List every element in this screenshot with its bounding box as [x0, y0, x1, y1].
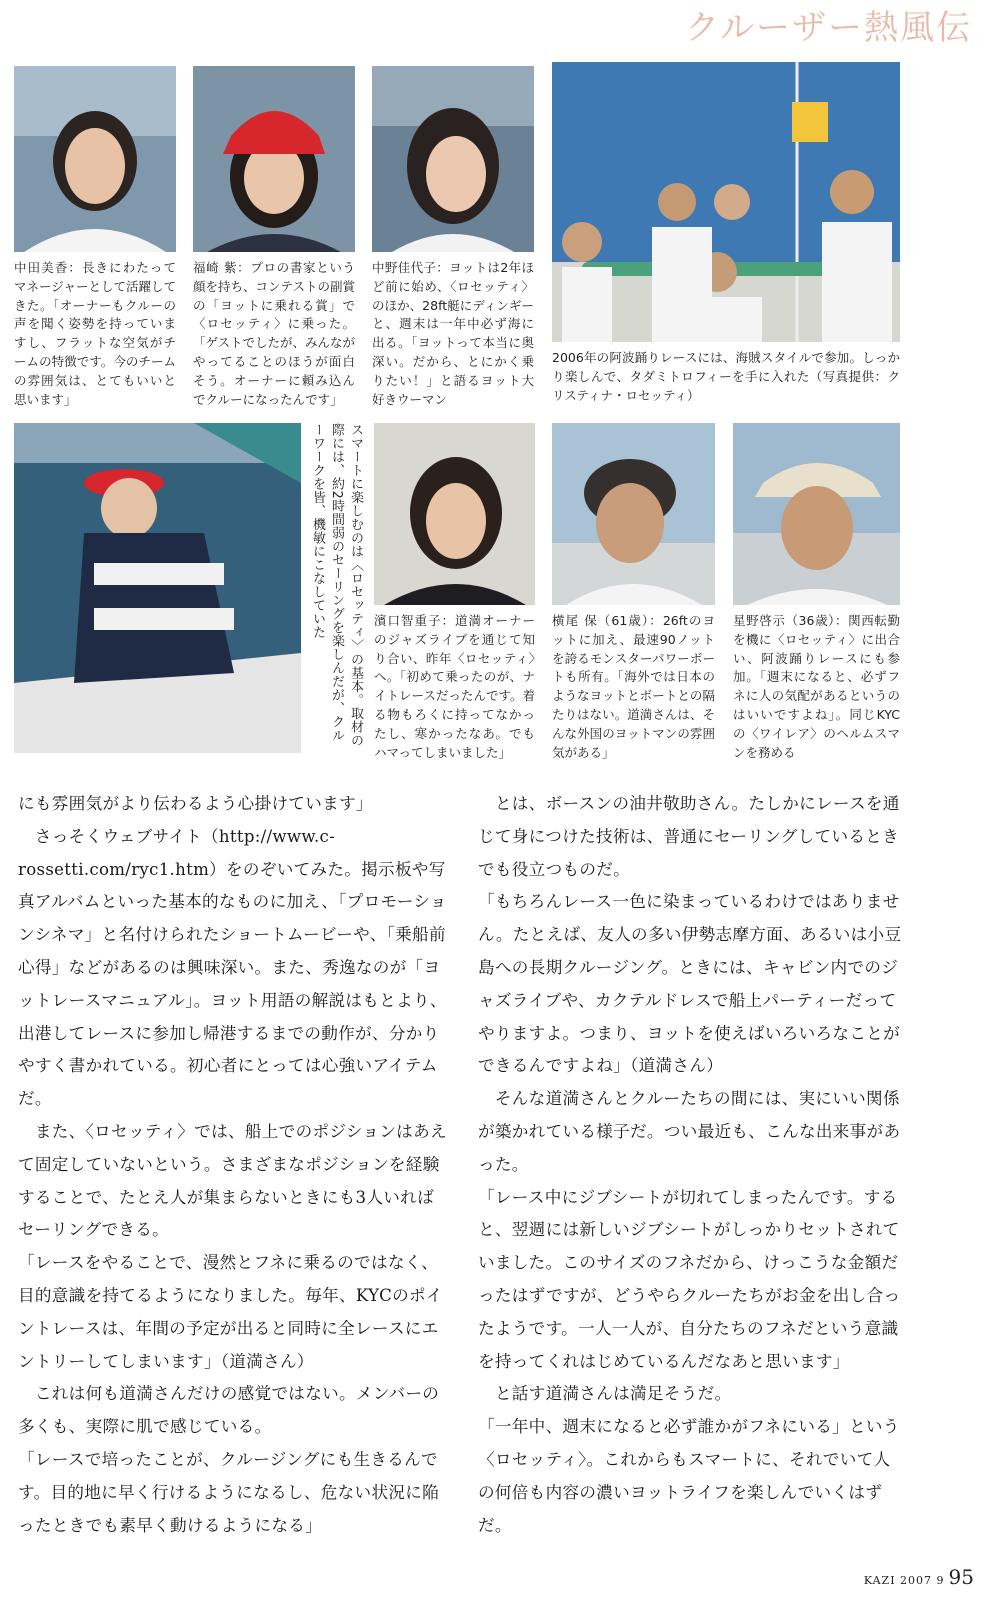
caption-nakata: 中田美香：長きにわたってマネージャーとして活躍してきた。「オーナーもクルーの声を聞く姿勢を持っていますし、フラットな空気がチームの特徴です。今のチームの雰囲気は、とてもいいと思います」	[14, 260, 177, 407]
photo-nakata	[14, 66, 176, 252]
body-column-right	[478, 788, 906, 1542]
photo-nakano	[372, 66, 534, 252]
magazine-issue: KAZI 2007 9	[863, 1574, 945, 1587]
photo-fukuzaki	[193, 66, 355, 252]
body-paragraph: 「レース中にジブシートが切れてしまったんです。すると、翌週には新しいジブシートがしっかりセットされていました。このサイズのフネだから、けっこうな金額だったはずですが、どうやらクルーたちがお金を出し合ったようです。一人一人が、自分たちのフネだという意識を持ってくれはじめているんだなあと思います」	[478, 1187, 901, 1371]
body-paragraph: と話す道満さんは満足そうだ。	[478, 1384, 732, 1404]
page-number: 95	[948, 1565, 974, 1589]
body-paragraph: また、〈ロセッティ〉では、船上でのポジションはあえて固定していないという。さまざまなポジションを経験することで、たとえ人が集まらないときにも3人いればセーリングできる。	[18, 1121, 447, 1240]
body-paragraph: 「レースをやることで、漫然とフネに乗るのではなく、目的意識を持てるようになりました。毎年、KYCのポイントレースは、年間の予定が出ると同時に全レースにエントリーしてしまいます」（道満さん）	[18, 1253, 443, 1371]
body-paragraph: そんな道満さんとクルーたちの間には、実にいい関係が築かれている様子だ。つい最近も、こんな出来事があった。	[478, 1089, 901, 1174]
body-paragraph: さっそくウェブサイト（http://www.c-rossetti.com/ryc1.htm）をのぞいてみた。掲示板や写真アルバムといった基本的なものに加え、「プロモーションシネマ」と名付けられたショートムービーや、「乗船前心得」などがあるのは興味深い。また、秀逸なのが「ヨットレースマニュアル」。ヨット用語の解説はもとより、出港してレースに参加し帰港するまでの動作が、分かりやすく書かれている。初心者にとっては心強いアイテムだ。	[18, 826, 447, 1109]
photo-hamaguchi	[374, 423, 535, 605]
photo-group	[552, 62, 900, 342]
photo-hoshino	[733, 423, 900, 605]
caption-vertical: スマートに楽しむのは〈ロセッティ〉の基本。取材の際には、約2時間弱のセーリングを楽しんだが、クルーワークを皆、機敏にこなしていた	[310, 423, 363, 747]
caption-fukuzaki: 福崎 紫：プロの書家という顔を持ち、コンテストの副賞の「ヨットに乗れる賞」で〈ロセッティ〉に乗った。「ゲストでしたが、みんながやってることのほうが面白そう。オーナーに頼み込んでクルーになったんです」	[193, 260, 356, 407]
caption-yokoo: 横尾 保（61歳）：26ftのヨットに加え、最速90ノットを誇るモンスターパワーボートも所有。「海外では日本のようなヨットとボートとの隔たりはない。道満さんは、そんな外国のヨットマンの雰囲気がある」	[552, 613, 715, 760]
body-paragraph: 「一年中、週末になると必ず誰かがフネにいる」という〈ロセッティ〉。これからもスマートに、それでいて人の何倍も内容の濃いヨットライフを楽しんでいくはずだ。	[478, 1417, 900, 1535]
caption-hamaguchi: 濱口智重子：道満オーナーのジャズライブを通じて知り合い、昨年〈ロセッティ〉へ。「初めて乗ったのが、ナイトレースだったんです。着る物もろくに持ってなかったし、寒かったなあ。でもハマってしまいました」	[374, 613, 535, 760]
body-paragraph: とは、ボースンの油井敬助さん。たしかにレースを通じて身につけた技術は、普通にセーリングしているときでも役立つものだ。	[478, 794, 900, 879]
body-paragraph: にも雰囲気がより伝わるよう心掛けています」	[18, 794, 373, 813]
caption-group: 2006年の阿波踊りレースには、海賊スタイルで参加。しっかり楽しんで、タダミトロフィーを手に入れた（写真提供：クリスティナ・ロセッティ）	[552, 350, 900, 403]
section-title: クルーザー熱風伝	[685, 8, 972, 48]
page-footer	[864, 1565, 974, 1589]
photo-yokoo	[552, 423, 715, 605]
body-column-left	[18, 788, 448, 1542]
photo-sailing	[14, 423, 301, 753]
caption-nakano: 中野佳代子：ヨットは2年ほど前に始め、〈ロセッティ〉のほか、28ft艇にディンギーと、週末は一年中必ず海に出る。「ヨットって本当に奥深い。だから、とにかく乗りたい！」と語るヨット大好きウーマン	[372, 260, 534, 407]
body-paragraph: これは何も道満さんだけの感覚ではない。メンバーの多くも、実際に肌で感じている。	[18, 1384, 440, 1437]
caption-hoshino: 星野啓示（36歳）：関西転勤を機に〈ロセッティ〉に出合い、阿波踊りレースにも参加。「週末になると、必ずフネに人の気配があるというのはいいですよね」。同じKYCの〈ワイレア〉のヘルムスマンを務める	[733, 613, 900, 760]
body-paragraph: 「レースで培ったことが、クルージングにも生きるんです。目的地に早く行けるようになるし、危ない状況に陥ったときでも素早く動けるようになる」	[18, 1449, 440, 1535]
body-paragraph: 「もちろんレース一色に染まっているわけではありません。たとえば、友人の多い伊勢志摩方面、あるいは小豆島への長期クルージング。ときには、キャビン内でのジャズライブや、カクテルドレスで船上パーティーだってやりますよ。つまり、ヨットを使えばいろいろなことができるんですよね」（道満さん）	[478, 892, 902, 1076]
